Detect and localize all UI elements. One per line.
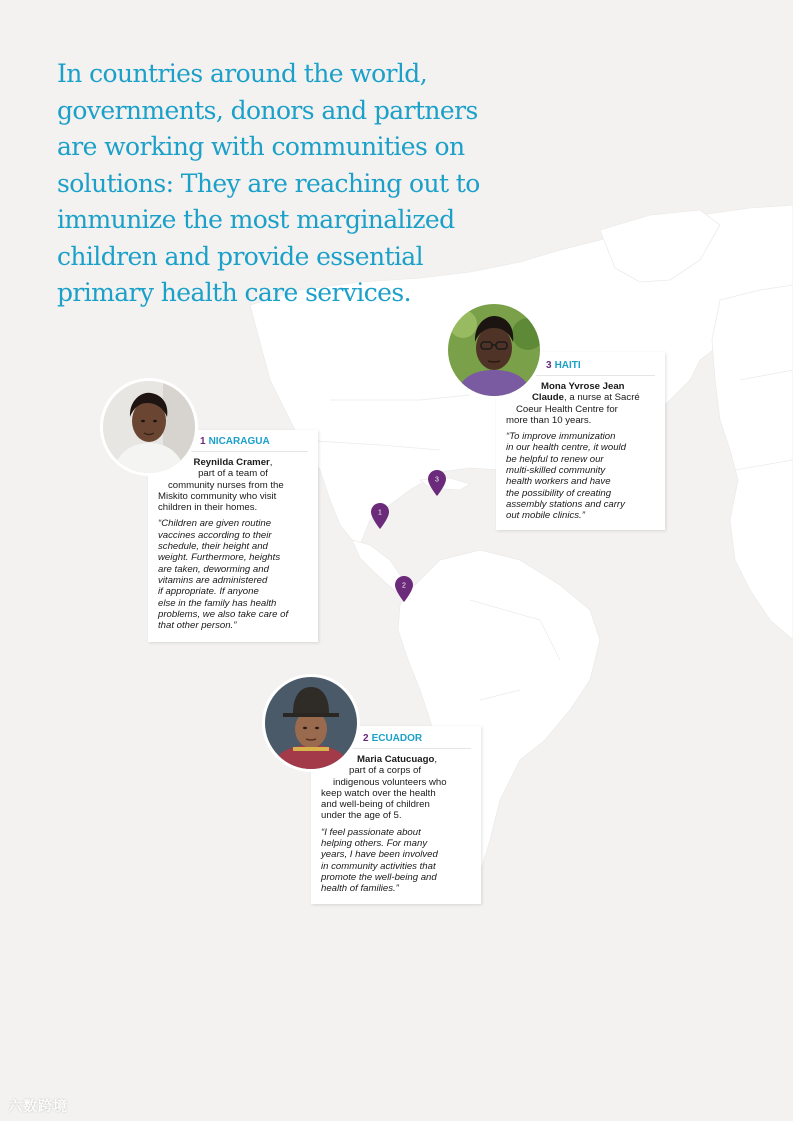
quote-line: multi-skilled community <box>506 465 606 477</box>
headline-line: In countries around the world, <box>57 59 428 88</box>
intro-line: part of a team of <box>198 468 268 480</box>
intro-line: more than 10 years. <box>506 414 592 426</box>
intro-line: Miskito community who visit <box>158 490 277 502</box>
headline-line: primary health care services. <box>57 278 411 307</box>
headline-line: children and provide essential <box>57 241 424 271</box>
quote-line: vitamins are administered <box>158 574 268 586</box>
pin-label: 3 <box>435 476 439 484</box>
headline-line: governments, donors and partners <box>57 95 478 125</box>
intro-line: children in their homes. <box>158 502 258 514</box>
profile-intro <box>506 381 655 426</box>
quote-line: weight. Furthermore, heights <box>158 552 281 564</box>
quote-line: helping others. For many <box>321 838 428 850</box>
quote-line: schedule, their height and <box>158 541 268 553</box>
quote-line: vaccines according to their <box>158 529 272 541</box>
headline <box>57 56 527 312</box>
intro-tail: , a nurse at Sacré <box>564 392 640 404</box>
profile-quote <box>321 827 471 895</box>
quote-line: out mobile clinics.” <box>506 510 585 522</box>
quote-line: be helpful to renew our <box>506 453 604 465</box>
pin-label: 2 <box>402 582 406 590</box>
card-number: 3 <box>546 360 552 371</box>
intro-line: under the age of 5. <box>321 810 402 822</box>
quote-line: promote the well-being and <box>321 871 437 883</box>
intro-line: indigenous volunteers who <box>333 776 447 788</box>
quote-line: in community activities that <box>321 860 436 872</box>
quote-line: “Children are given routine <box>158 518 272 530</box>
map-pin-1[interactable] <box>371 503 389 529</box>
pin-label: 1 <box>378 509 382 517</box>
intro-line: and well-being of children <box>321 799 430 811</box>
map-europe-africa <box>712 285 793 640</box>
intro-line: community nurses from the <box>168 479 284 491</box>
quote-line: else in the family has health <box>158 597 277 609</box>
profile-intro: Maria Catucuago, part of a corps of indigenous volunteers who keep watch over the health and well-being of children under the age of 5. <box>321 754 471 822</box>
headline-line: solutions: They are reaching out to <box>57 168 480 198</box>
map-pin-2[interactable] <box>395 576 413 602</box>
country-label: NICARAGUA <box>208 436 270 447</box>
quote-line: “To improve immunization <box>506 431 616 443</box>
quote-line: problems, we also take care of <box>158 608 289 620</box>
country-label: HAITI <box>554 360 581 371</box>
profile-intro: Reynilda Cramer, part of a team of community nurses from the Miskito community who visit children in their homes. <box>158 457 308 513</box>
headline-line: are working with communities on <box>57 132 465 161</box>
quote-line: health workers and have <box>506 476 611 488</box>
portrait-maria-catucuago <box>262 674 360 772</box>
quote-line: that other person.” <box>158 620 237 632</box>
country-label: ECUADOR <box>371 733 423 744</box>
portrait-reynilda-cramer <box>100 378 198 476</box>
profile-name: Reynilda Cramer <box>193 457 270 468</box>
quote-line: if appropriate. If anyone <box>158 586 259 598</box>
quote-line: in our health centre, it would <box>506 442 626 454</box>
quote-line: assembly stations and carry <box>506 498 625 510</box>
card-number: 2 <box>363 733 369 744</box>
map-pin-3[interactable] <box>428 470 446 496</box>
intro-line: Coeur Health Centre for <box>516 403 618 415</box>
headline-line: immunize the most marginalized <box>57 205 455 234</box>
profile-name: Maria Catucuago <box>357 754 435 765</box>
quote-line: are taken, deworming and <box>158 563 269 575</box>
quote-line: “I feel passionate about <box>321 826 421 838</box>
quote-line: health of families.” <box>321 883 399 895</box>
intro-line: keep watch over the health <box>321 787 436 799</box>
watermark: 六数跨境 <box>8 1098 68 1114</box>
profile-name-line: Mona Yvrose Jean <box>541 381 625 392</box>
quote-line: the possibility of creating <box>506 487 612 499</box>
portrait-mona-yvrose-jean-claude <box>445 301 543 399</box>
card-number: 1 <box>200 436 206 447</box>
profile-quote <box>158 518 308 631</box>
quote-line: years, I have been involved <box>321 849 438 861</box>
profile-name-line: Claude <box>532 392 564 404</box>
profile-quote <box>506 431 655 521</box>
intro-line: part of a corps of <box>349 765 421 777</box>
